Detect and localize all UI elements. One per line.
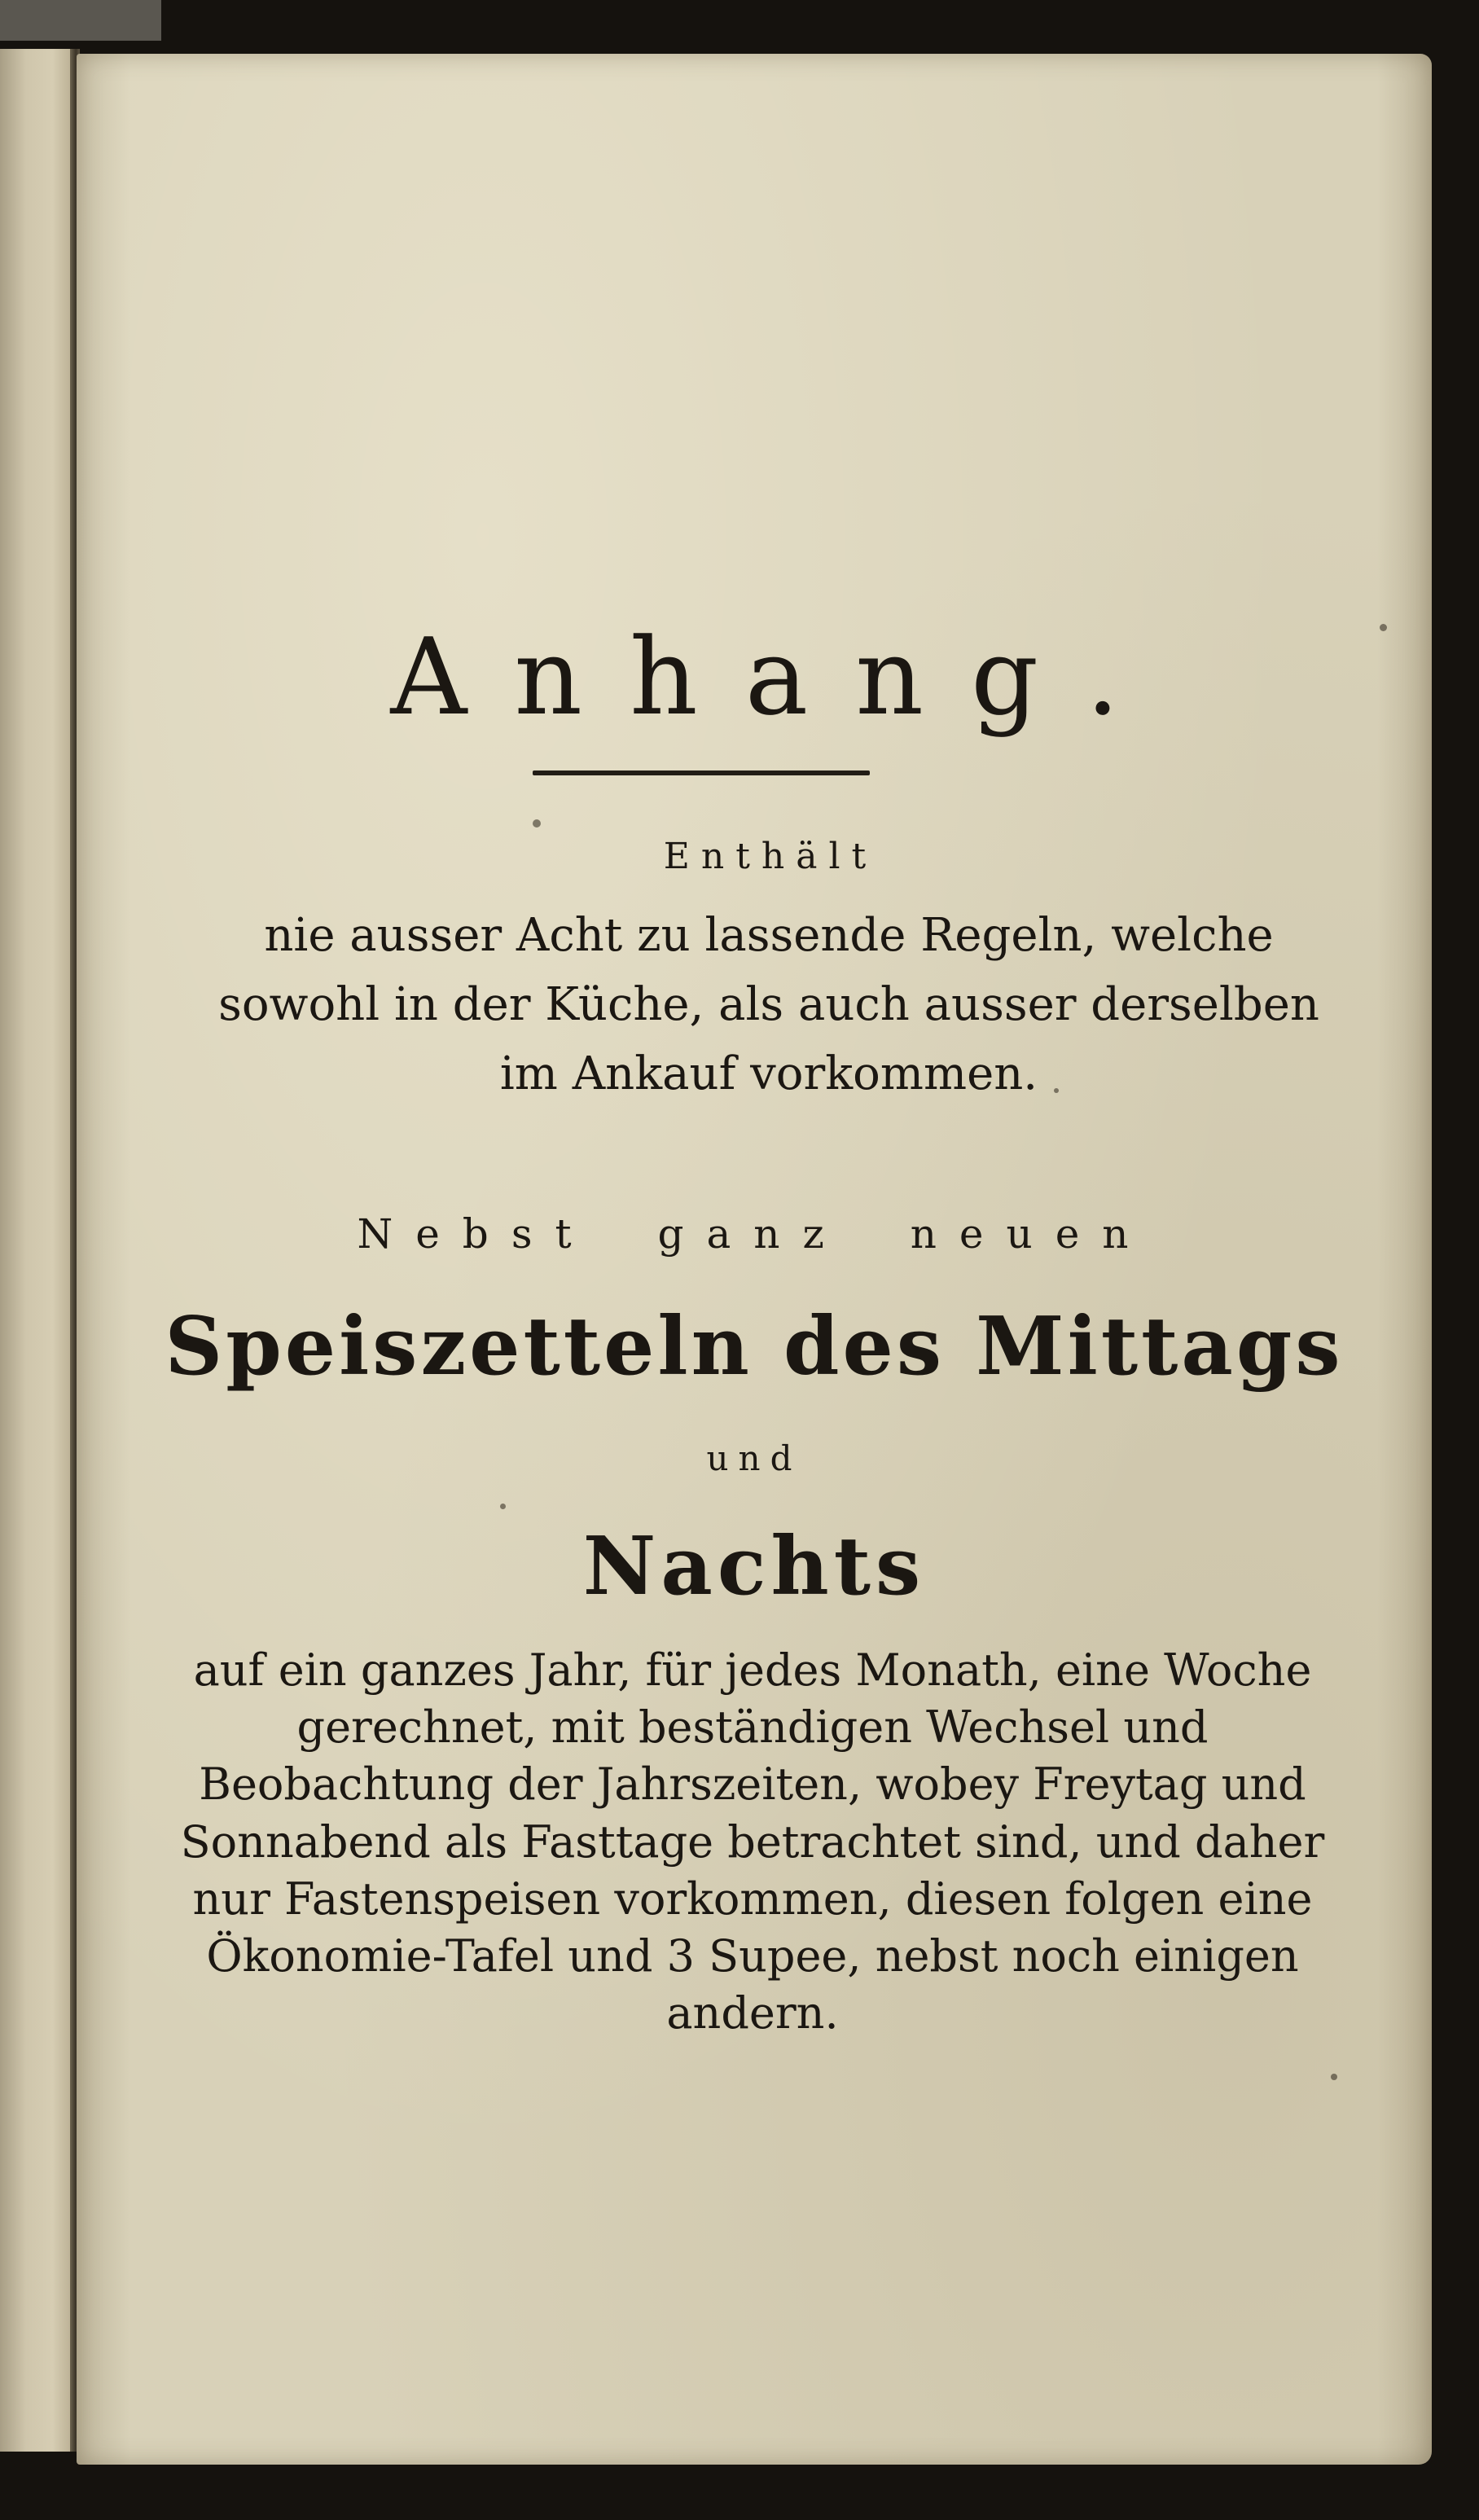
book-page [77,54,1432,2465]
paper-speck [533,819,541,828]
paper-speck [500,1504,506,1509]
page-heading: Anhang. [390,615,1167,739]
paper-speck [1380,624,1387,631]
heading-rule [533,770,870,775]
scanner-tab [0,0,161,41]
nachts-line: Nachts [582,1520,926,1613]
und-line: und [706,1438,802,1478]
title-line: Speiszetteln des Mittags [165,1300,1344,1394]
subheading: Enthält [663,836,878,877]
nebst-line: Nebst ganz neuen [357,1210,1152,1258]
paragraph-rules: nie ausser Acht zu lassende Regeln, welche sowohl in der Küche, als auch ausser derselben im Ankauf vorkommen. [218,909,1319,1101]
left-page-edge [0,49,75,2452]
paragraph-description: auf ein ganzes Jahr, für jedes Monath, eine Woche gerechnet, mit beständigen Wechsel und Beobachtung der Jahrszeiten, wobey Freytag und Sonnabend als Fasttage betrachtet sind, und daher nur Fastenspeisen vorkommen, diesen folgen eine Ökonomie-Tafel und 3 Supee, nebst noch einigen andern. [180,1644,1325,2039]
paper-speck [1331,2074,1337,2080]
paper-speck [1054,1088,1059,1093]
